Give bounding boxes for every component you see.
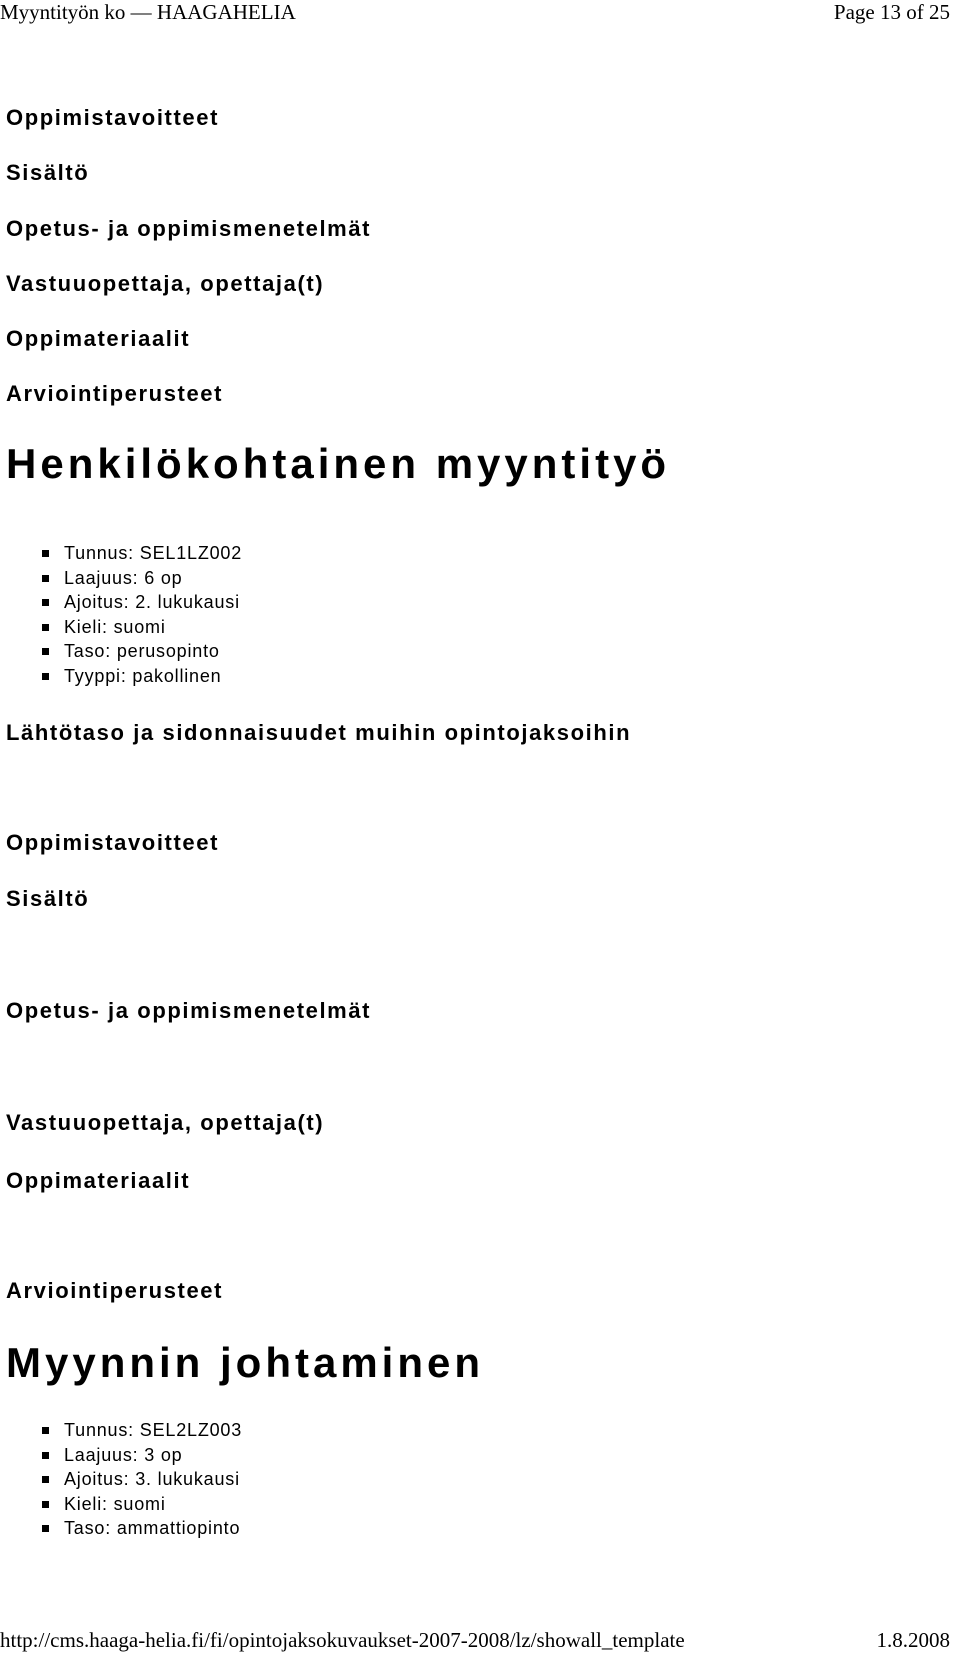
document-title: Myyntityön ko — HAAGAHELIA xyxy=(0,0,296,24)
footer-date: 1.8.2008 xyxy=(876,1628,950,1652)
section-heading-oppimistavoitteet: Oppimistavoitteet xyxy=(6,830,220,855)
course-title: Myynnin johtaminen xyxy=(6,1339,485,1386)
section-heading-vastuuopettaja: Vastuuopettaja, opettaja(t) xyxy=(6,271,325,296)
section-heading-arviointiperusteet: Arviointiperusteet xyxy=(6,381,224,406)
page-number: Page 13 of 25 xyxy=(833,0,950,24)
course-properties-list xyxy=(42,1418,242,1541)
property-credits: Laajuus: 6 op xyxy=(42,566,242,591)
property-language: Kieli: suomi xyxy=(42,1492,242,1517)
property-language: Kieli: suomi xyxy=(42,615,242,640)
property-code: Tunnus: SEL1LZ002 xyxy=(42,541,242,566)
course-title: Henkilökohtainen myyntityö xyxy=(6,440,671,487)
section-heading-opetus: Opetus- ja oppimismenetelmät xyxy=(6,216,372,241)
section-heading-sisalto: Sisältö xyxy=(6,160,90,185)
section-heading-opetus: Opetus- ja oppimismenetelmät xyxy=(6,998,372,1023)
property-level: Taso: ammattiopinto xyxy=(42,1516,242,1541)
property-type: Tyyppi: pakollinen xyxy=(42,664,242,689)
course-properties-list xyxy=(42,541,242,689)
section-heading-vastuuopettaja: Vastuuopettaja, opettaja(t) xyxy=(6,1110,325,1135)
property-timing: Ajoitus: 3. lukukausi xyxy=(42,1467,242,1492)
section-heading-oppimistavoitteet: Oppimistavoitteet xyxy=(6,105,220,130)
section-heading-arviointiperusteet: Arviointiperusteet xyxy=(6,1278,224,1303)
section-heading-oppimateriaalit: Oppimateriaalit xyxy=(6,326,191,351)
property-credits: Laajuus: 3 op xyxy=(42,1443,242,1468)
section-heading-lahtotaso: Lähtötaso ja sidonnaisuudet muihin opintojaksoihin xyxy=(6,720,632,745)
footer-url: http://cms.haaga-helia.fi/fi/opintojaksokuvaukset-2007-2008/lz/showall_template xyxy=(0,1628,685,1652)
section-heading-sisalto: Sisältö xyxy=(6,886,90,911)
property-level: Taso: perusopinto xyxy=(42,639,242,664)
section-heading-oppimateriaalit: Oppimateriaalit xyxy=(6,1168,191,1193)
property-code: Tunnus: SEL2LZ003 xyxy=(42,1418,242,1443)
property-timing: Ajoitus: 2. lukukausi xyxy=(42,590,242,615)
